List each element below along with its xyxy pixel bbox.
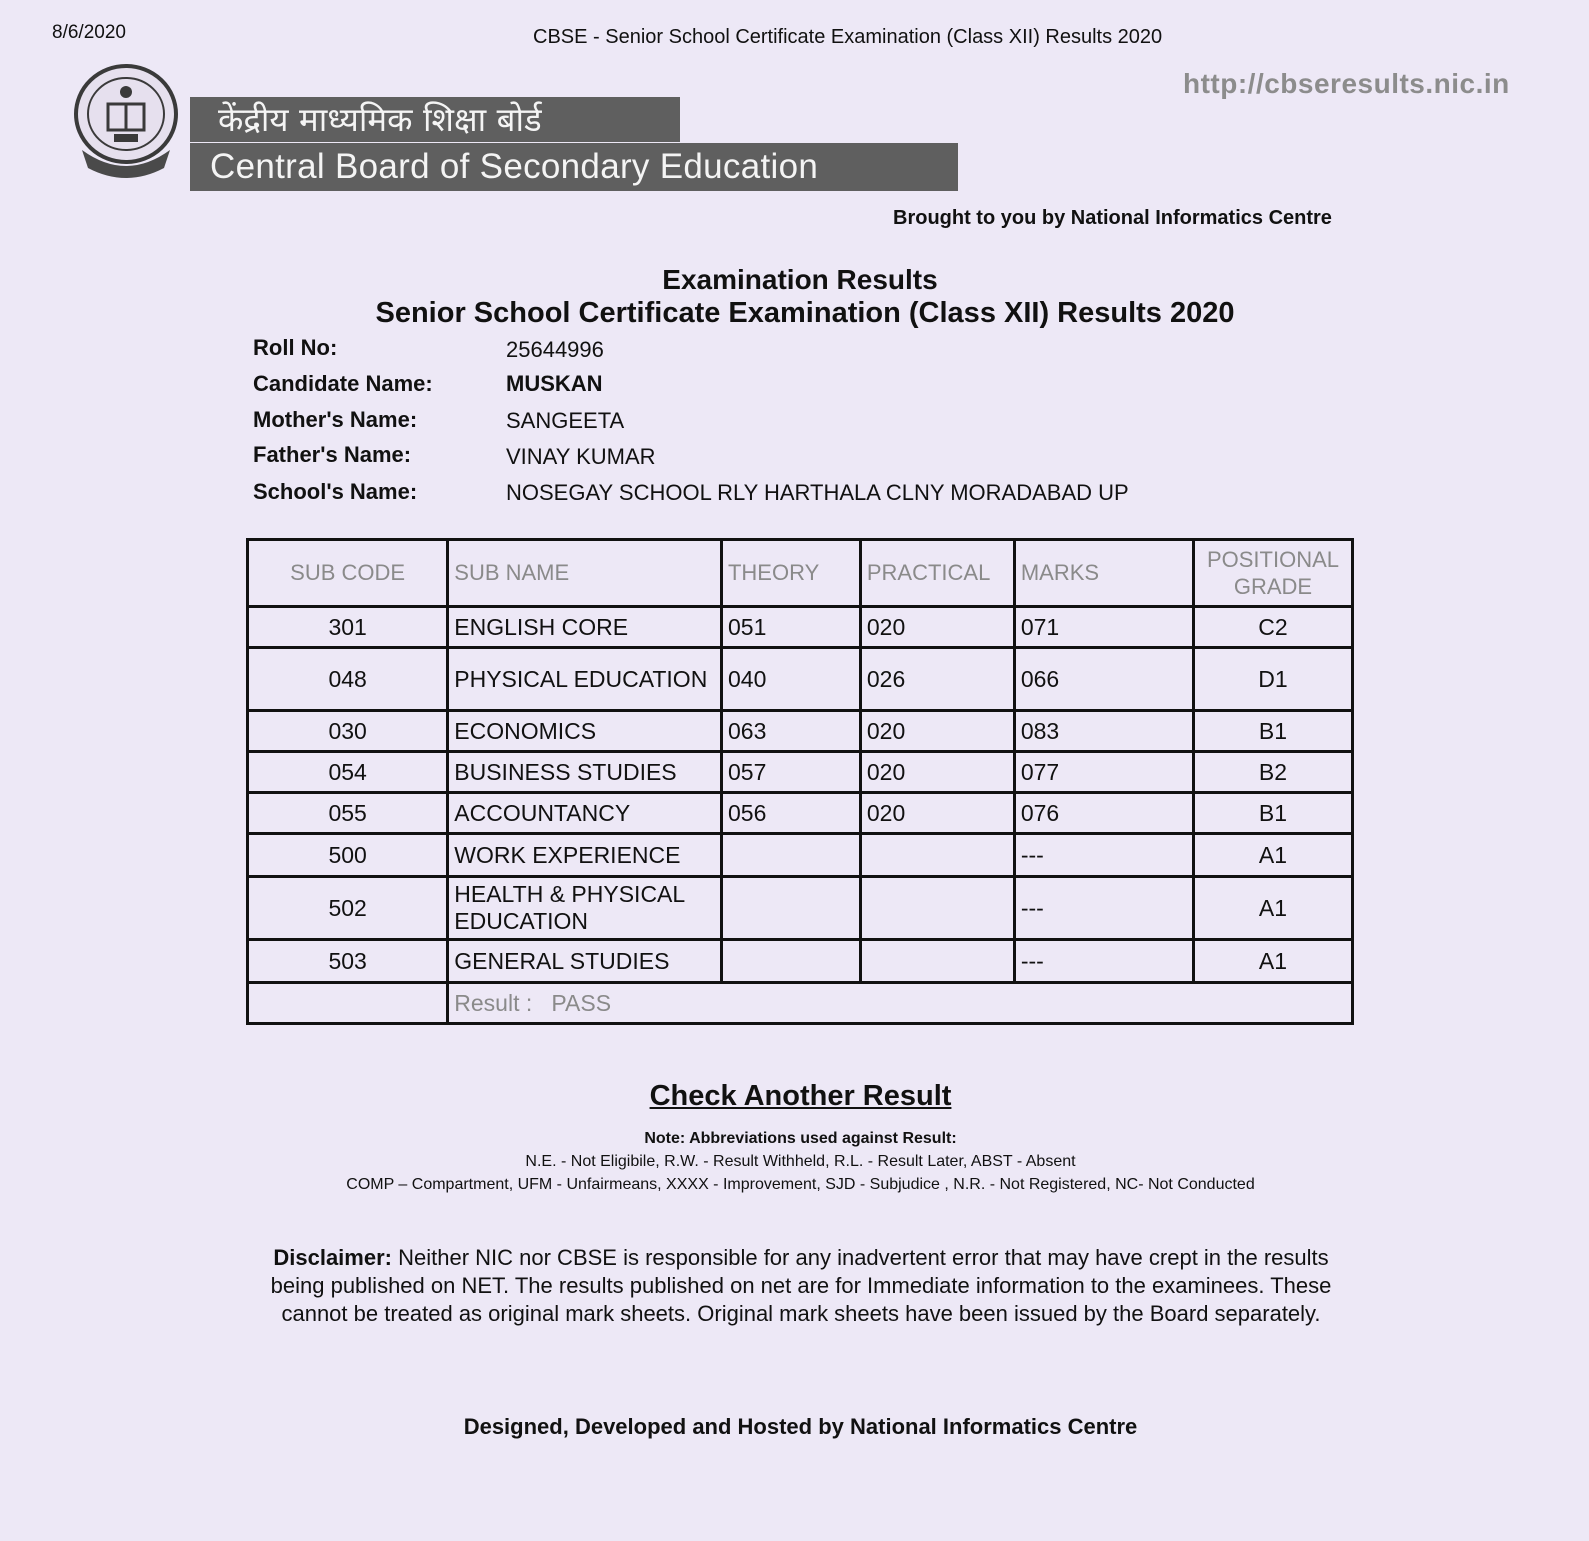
print-date: 8/6/2020 xyxy=(52,22,126,43)
mother-name-label: Mother's Name: xyxy=(253,407,418,432)
result-label: Result : xyxy=(454,989,533,1016)
table-row xyxy=(248,648,1353,711)
cell-sub-name: GENERAL STUDIES xyxy=(448,940,722,983)
candidate-name-value: MUSKAN xyxy=(506,371,603,396)
cell-grade: A1 xyxy=(1193,940,1352,983)
cell-theory: 057 xyxy=(721,752,860,793)
cell-marks: 077 xyxy=(1014,752,1193,793)
candidate-name-label: Candidate Name: xyxy=(253,371,433,396)
result-summary xyxy=(448,983,1353,1024)
roll-no-label: Roll No: xyxy=(253,335,338,360)
cell-theory: 051 xyxy=(721,607,860,648)
roll-no-value: 25644996 xyxy=(506,337,604,362)
cell-sub-name: HEALTH & PHYSICAL EDUCATION xyxy=(448,877,722,940)
header-sub-name: SUB NAME xyxy=(448,540,722,607)
result-value: PASS xyxy=(551,989,612,1016)
brought-by-text: Brought to you by National Informatics Centre xyxy=(893,207,1332,229)
cell-sub-name: WORK EXPERIENCE xyxy=(448,834,722,877)
note-title: Note: Abbreviations used against Result: xyxy=(644,1130,957,1147)
school-name-value: NOSEGAY SCHOOL RLY HARTHALA CLNY MORADABAD UP xyxy=(506,480,1129,505)
cell-grade: B1 xyxy=(1193,711,1352,752)
cell-grade: B2 xyxy=(1193,752,1352,793)
results-table xyxy=(246,538,1354,1025)
cell-sub-code: 500 xyxy=(248,834,448,877)
cell-practical: 026 xyxy=(860,648,1014,711)
table-row xyxy=(248,752,1353,793)
cell-theory: 040 xyxy=(721,648,860,711)
cell-sub-code: 030 xyxy=(248,711,448,752)
cell-practical: 020 xyxy=(860,711,1014,752)
cell-marks: 066 xyxy=(1014,648,1193,711)
header-grade-line2: GRADE xyxy=(1233,574,1313,599)
cell-sub-code: 048 xyxy=(248,648,448,711)
banner-english-title: Central Board of Secondary Education xyxy=(190,143,958,191)
disclaimer-label: Disclaimer: xyxy=(273,1245,392,1270)
disclaimer-text: Neither NIC nor CBSE is responsible for any inadvertent error that may have crept in the results being published on NET. The results published on net are for Immediate information to the examinees. These cannot be treated as original mark sheets. Original mark sheets have been issued by the Board separately. xyxy=(270,1245,1332,1326)
table-row xyxy=(248,793,1353,834)
result-row xyxy=(248,983,1353,1024)
cell-grade: A1 xyxy=(1193,877,1352,940)
cell-grade: A1 xyxy=(1193,834,1352,877)
cell-sub-name: ACCOUNTANCY xyxy=(448,793,722,834)
cell-sub-code: 502 xyxy=(248,877,448,940)
cell-marks: --- xyxy=(1014,940,1193,983)
mother-name-value: SANGEETA xyxy=(506,408,625,433)
school-name-label: School's Name: xyxy=(253,479,418,504)
cell-marks: 071 xyxy=(1014,607,1193,648)
cell-sub-code: 301 xyxy=(248,607,448,648)
table-row xyxy=(248,877,1353,940)
banner-hindi-title: केंद्रीय माध्यमिक शिक्षा बोर्ड xyxy=(190,97,680,142)
cell-theory xyxy=(721,834,860,877)
header-practical: PRACTICAL xyxy=(860,540,1014,607)
disclaimer xyxy=(246,1244,1356,1328)
cbse-seal-logo-icon xyxy=(72,62,180,184)
cell-theory xyxy=(721,940,860,983)
cell-theory: 063 xyxy=(721,711,860,752)
cell-grade: C2 xyxy=(1193,607,1352,648)
father-name-label: Father's Name: xyxy=(253,442,412,467)
cell-sub-code: 055 xyxy=(248,793,448,834)
note-line-1: N.E. - Not Eligibile, R.W. - Result Withheld, R.L. - Result Later, ABST - Absent xyxy=(525,1153,1076,1170)
cell-sub-code: 503 xyxy=(248,940,448,983)
table-row xyxy=(248,940,1353,983)
table-row xyxy=(248,711,1353,752)
cell-sub-code: 054 xyxy=(248,752,448,793)
header-theory: THEORY xyxy=(721,540,860,607)
table-row xyxy=(248,607,1353,648)
table-header-row xyxy=(248,540,1353,607)
cell-practical xyxy=(860,877,1014,940)
check-another-result-link[interactable]: Check Another Result xyxy=(649,1080,952,1112)
cell-practical: 020 xyxy=(860,793,1014,834)
cell-marks: 083 xyxy=(1014,711,1193,752)
footer-credit: Designed, Developed and Hosted by National Informatics Centre xyxy=(463,1414,1138,1439)
cell-theory: 056 xyxy=(721,793,860,834)
cell-sub-name: PHYSICAL EDUCATION xyxy=(448,648,722,711)
print-header-title: CBSE - Senior School Certificate Examination (Class XII) Results 2020 xyxy=(533,26,1163,48)
exam-title: Examination Results xyxy=(662,264,938,295)
header-positional-grade xyxy=(1193,540,1352,607)
cell-marks: --- xyxy=(1014,834,1193,877)
cell-practical: 020 xyxy=(860,607,1014,648)
header-marks: MARKS xyxy=(1014,540,1193,607)
note-line-2: COMP – Compartment, UFM - Unfairmeans, XXXX - Improvement, SJD - Subjudice , N.R. - Not Registered, NC- Not Conducted xyxy=(346,1176,1255,1193)
site-url-link[interactable]: http://cbseresults.nic.in xyxy=(1183,68,1510,99)
cell-practical xyxy=(860,834,1014,877)
father-name-value: VINAY KUMAR xyxy=(506,444,656,469)
header-grade-line1: POSITIONAL xyxy=(1206,547,1339,572)
header-sub-code: SUB CODE xyxy=(248,540,448,607)
cell-sub-name: ENGLISH CORE xyxy=(448,607,722,648)
cell-theory xyxy=(721,877,860,940)
table-row xyxy=(248,834,1353,877)
cell-grade: D1 xyxy=(1193,648,1352,711)
exam-subtitle: Senior School Certificate Examination (Class XII) Results 2020 xyxy=(375,297,1235,329)
cell-marks: 076 xyxy=(1014,793,1193,834)
cell-sub-name: BUSINESS STUDIES xyxy=(448,752,722,793)
cell-sub-name: ECONOMICS xyxy=(448,711,722,752)
cell-practical xyxy=(860,940,1014,983)
cell-practical: 020 xyxy=(860,752,1014,793)
cell-marks: --- xyxy=(1014,877,1193,940)
cell-grade: B1 xyxy=(1193,793,1352,834)
result-empty-cell xyxy=(248,983,448,1024)
